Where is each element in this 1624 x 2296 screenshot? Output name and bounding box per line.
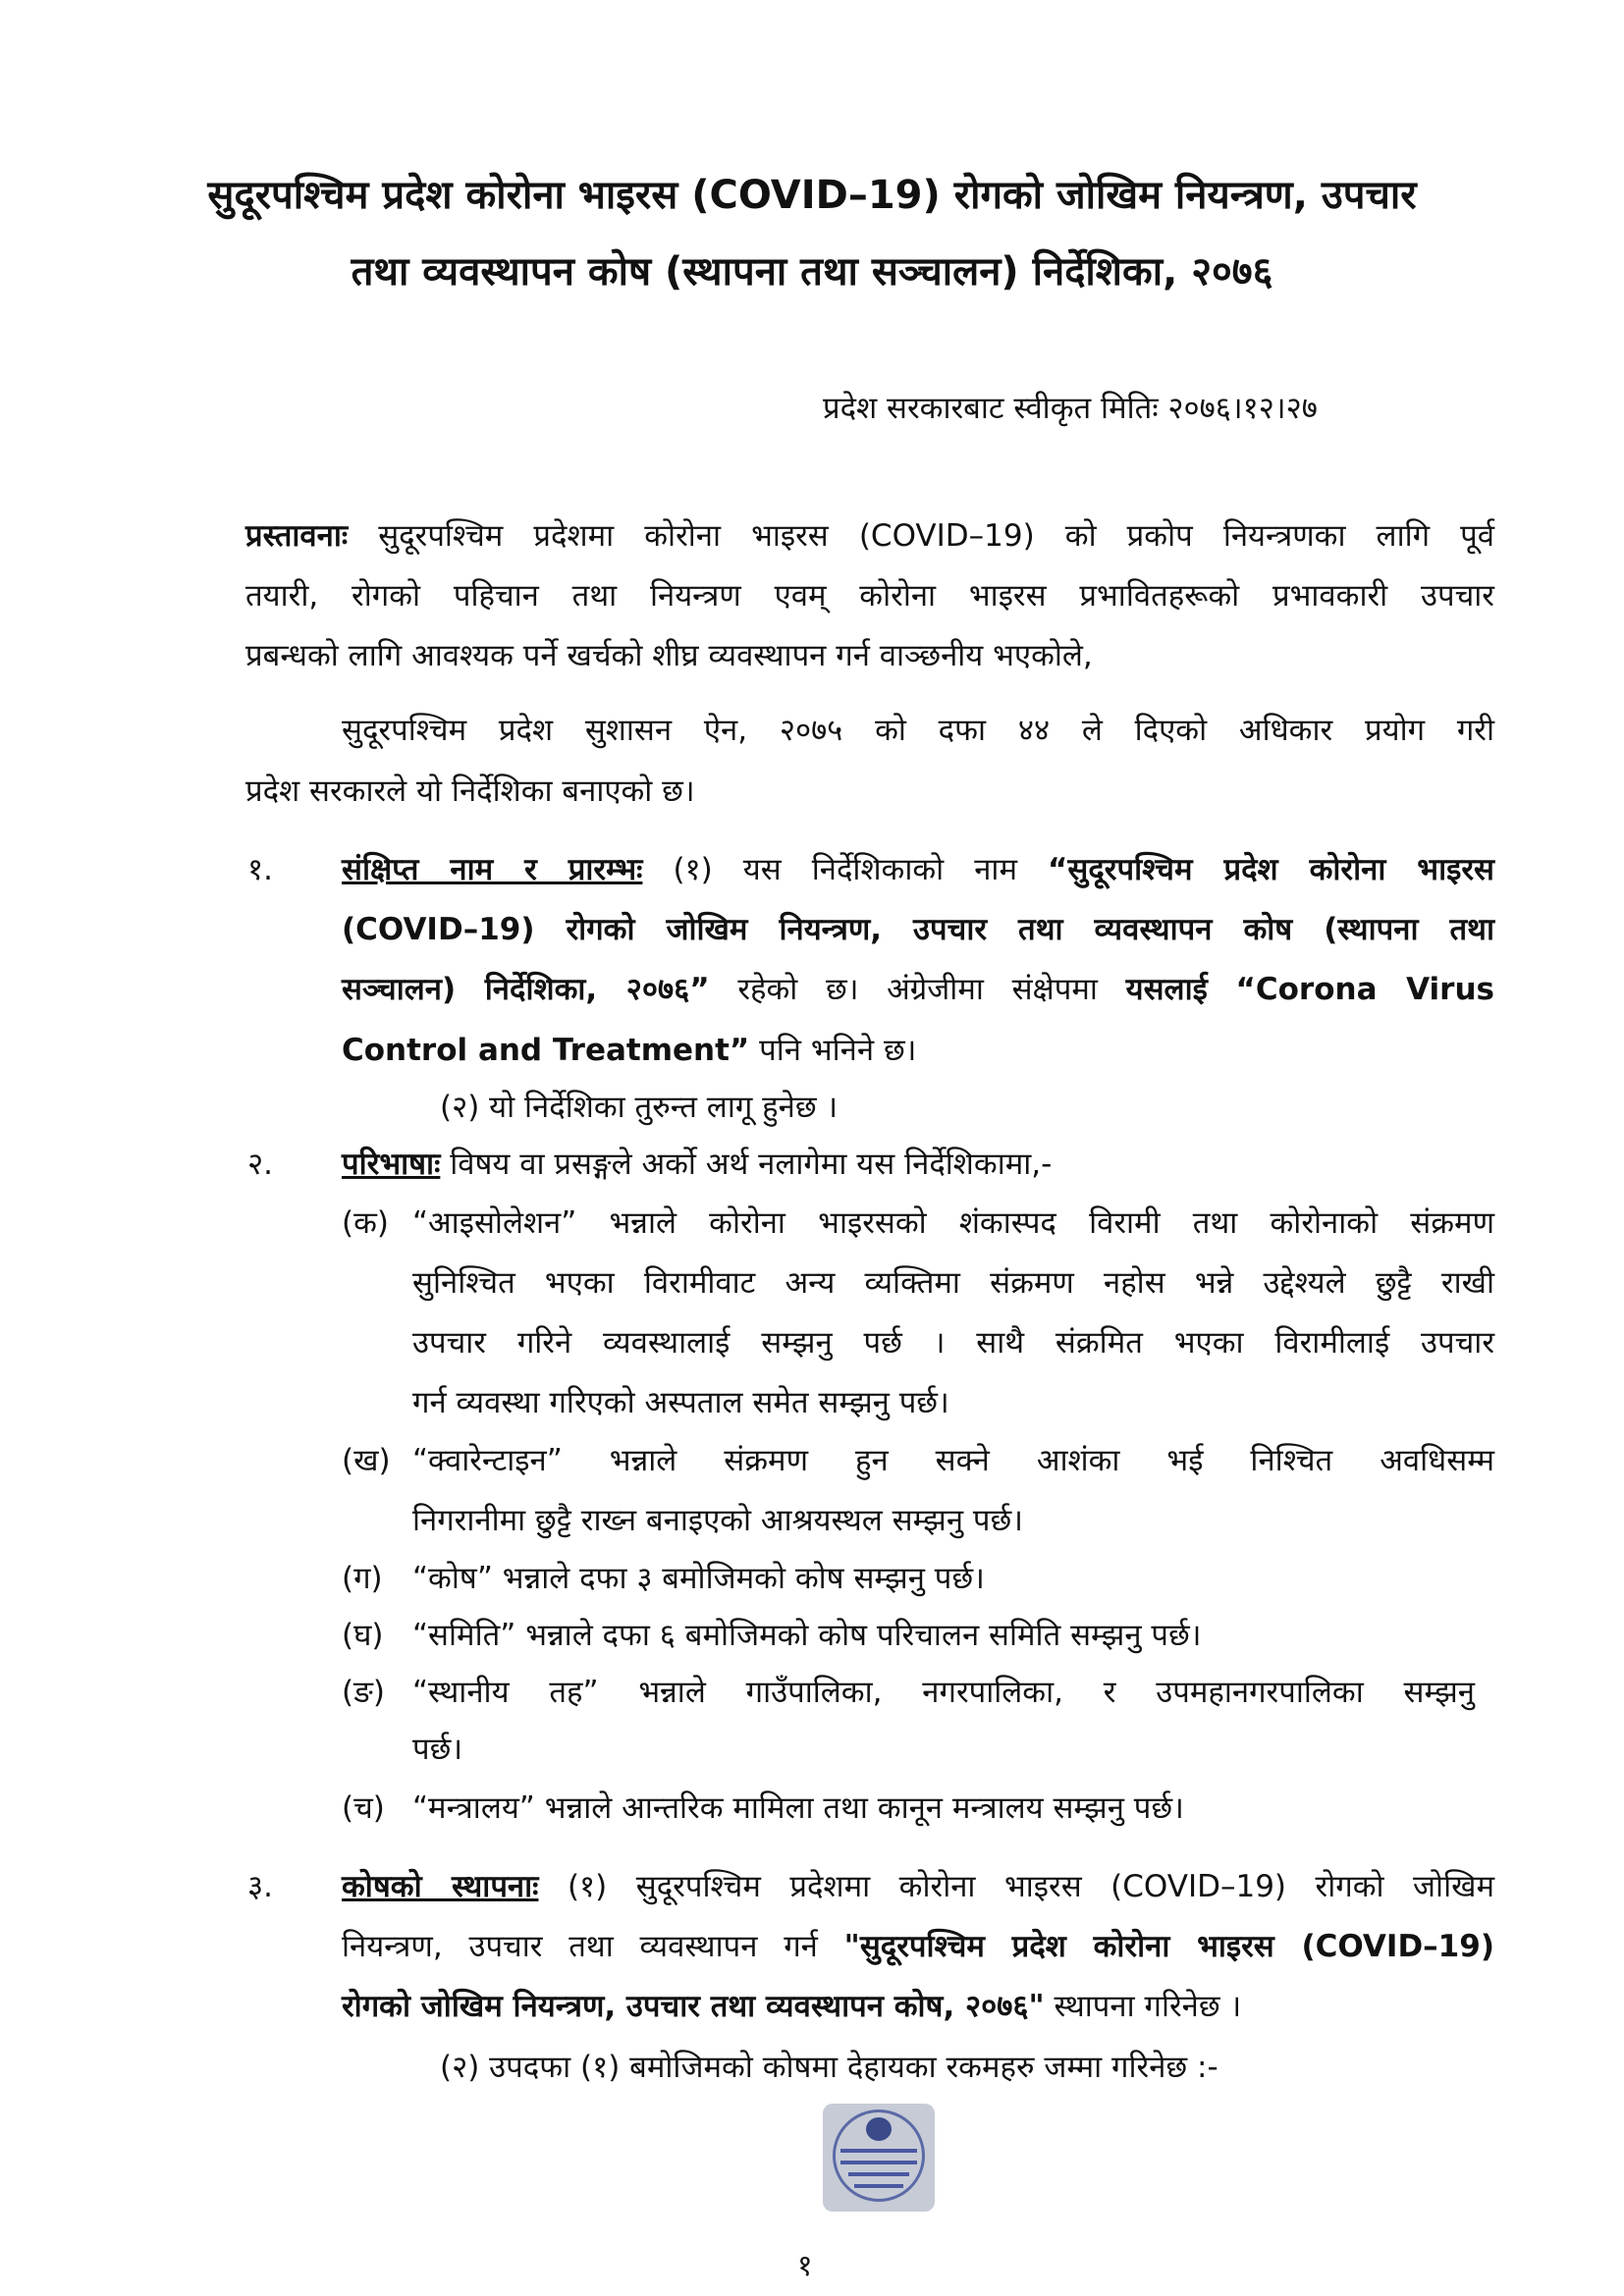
section3-number: ३. xyxy=(247,1869,273,1904)
def-ka-line4: गर्न व्यवस्था गरिएको अस्पताल समेत सम्झनु पर्छ। xyxy=(412,1385,949,1420)
section2-line1 xyxy=(342,1145,1052,1184)
seal-text-mark xyxy=(840,2149,917,2153)
section1-name-bold3: सञ्चालन) निर्देशिका, २०७६” xyxy=(342,972,710,1007)
section3-fund-name2: रोगको जोखिम नियन्त्रण, उपचार तथा व्यवस्थापन कोष, २०७६" xyxy=(342,1989,1045,2024)
authority-line2: प्रदेश सरकारले यो निर्देशिका बनाएको छ। xyxy=(245,774,695,809)
section1-line2: (COVID–19) रोगको जोखिम नियन्त्रण, उपचार तथा व्यवस्थापन कोष (स्थापना तथा xyxy=(342,912,1494,947)
def-ga-line1: “कोष” भन्नाले दफा ३ बमोजिमको कोष सम्झनु पर्छ। xyxy=(412,1561,985,1596)
seal-text-mark xyxy=(848,2172,909,2176)
section3-fund-name1: "सुदूरपश्चिम प्रदेश कोरोना भाइरस (COVID–19) xyxy=(843,1929,1494,1964)
section1-line4 xyxy=(342,1031,916,1070)
section3-sub2: (२) उपदफा (१) बमोजिमको कोषमा देहायका रकमहरु जम्मा गरिनेछ :- xyxy=(440,2050,1218,2085)
section1-text3: रहेको छ। अंग्रेजीमा संक्षेपमा xyxy=(737,972,1098,1007)
seal-text-mark xyxy=(840,2161,917,2164)
def-ka-line2: सुनिश्चित भएका विरामीवाट अन्य व्यक्तिमा संक्रमण नहोस भन्ने उद्देश्यले छुट्टै राखी xyxy=(412,1265,1494,1301)
section3-text1: (१) सुदूरपश्चिम प्रदेशमा कोरोना भाइरस (COVID–19) रोगको जोखिम xyxy=(567,1869,1495,1904)
section1-english-name1: “Corona Virus xyxy=(1235,972,1494,1007)
section2-heading: परिभाषाः xyxy=(342,1147,441,1182)
def-gha-label: (घ) xyxy=(342,1618,384,1653)
section1-text1: (१) यस निर्देशिकाको नाम xyxy=(673,852,1017,887)
document-title-line2: तथा व्यवस्थापन कोष (स्थापना तथा सञ्चालन) निर्देशिका, २०७६ xyxy=(351,249,1273,294)
section3-text2: नियन्त्रण, उपचार तथा व्यवस्थापन गर्न xyxy=(342,1929,818,1964)
def-kha-label: (ख) xyxy=(342,1443,391,1478)
section1-yaslai: यसलाई xyxy=(1125,972,1208,1007)
preamble-line1 xyxy=(245,516,1494,556)
def-kha-line1: “क्वारेन्टाइन” भन्नाले संक्रमण हुन सक्ने आशंका भई निश्चित अवधिसम्म xyxy=(412,1443,1494,1478)
def-ka-label: (क) xyxy=(342,1205,389,1241)
section1-text4: पनि भनिने छ। xyxy=(759,1033,917,1068)
def-nga-label: (ङ) xyxy=(342,1675,385,1710)
section3-heading: कोषको स्थापनाः xyxy=(342,1869,539,1904)
preamble-label: प्रस्तावनाः xyxy=(245,518,349,554)
section1-sub2: (२) यो निर्देशिका तुरुन्त लागू हुनेछ । xyxy=(440,1090,839,1125)
section3-line3 xyxy=(342,1987,1241,2026)
preamble-text1: सुदूरपश्चिम प्रदेशमा कोरोना भाइरस (COVID–19) को प्रकोप नियन्त्रणका लागि पूर्व xyxy=(378,518,1494,554)
section3-text3: स्थापना गरिनेछ । xyxy=(1054,1989,1242,2024)
section1-line3 xyxy=(342,970,1494,1009)
preamble-line3: प्रबन्धको लागि आवश्यक पर्ने खर्चको शीघ्र व्यवस्थापन गर्न वाञ्छनीय भएकोले, xyxy=(245,638,1093,673)
official-seal-stamp xyxy=(823,2104,935,2212)
approval-date: प्रदेश सरकारबाट स्वीकृत मितिः २०७६।१२।२७ xyxy=(823,391,1318,426)
section1-name-bold1: “सुदूरपश्चिम प्रदेश कोरोना भाइरस xyxy=(1048,852,1494,887)
section1-heading: संक्षिप्त नाम र प्रारम्भः xyxy=(342,852,643,887)
def-nga-line2: पर्छ। xyxy=(412,1732,463,1767)
section3-line2 xyxy=(342,1927,1494,1966)
section2-intro: विषय वा प्रसङ्गले अर्को अर्थ नलागेमा यस निर्देशिकामा,- xyxy=(450,1147,1053,1182)
def-kha-line2: निगरानीमा छुट्टै राख्न बनाइएको आश्रयस्थल सम्झनु पर्छ। xyxy=(412,1503,1024,1538)
section1-english-name2: Control and Treatment” xyxy=(342,1033,750,1068)
def-gha-line1: “समिति” भन्नाले दफा ६ बमोजिमको कोष परिचालन समिति सम्झनु पर्छ। xyxy=(412,1618,1202,1653)
def-nga-line1: “स्थानीय तह” भन्नाले गाउँपालिका, नगरपालिका, र उपमहानगरपालिका सम्झनु xyxy=(412,1675,1475,1710)
section2-number: २. xyxy=(247,1147,273,1182)
def-ga-label: (ग) xyxy=(342,1561,383,1596)
section3-line1 xyxy=(342,1867,1494,1906)
def-cha-label: (च) xyxy=(342,1790,385,1826)
document-title-line1: सुदूरपश्चिम प्रदेश कोरोना भाइरस (COVID–19) रोगको जोखिम नियन्त्रण, उपचार xyxy=(207,173,1417,218)
def-ka-line1: “आइसोलेशन” भन्नाले कोरोना भाइरसको शंकास्पद विरामी तथा कोरोनाको संक्रमण xyxy=(412,1205,1494,1241)
def-ka-line3: उपचार गरिने व्यवस्थालाई सम्झनु पर्छ । साथै संक्रमित भएका विरामीलाई उपचार xyxy=(412,1325,1494,1361)
authority-line1: सुदूरपश्चिम प्रदेश सुशासन ऐन, २०७५ को दफा ४४ ले दिएको अधिकार प्रयोग गरी xyxy=(342,713,1494,748)
seal-emblem-icon xyxy=(866,2117,892,2141)
def-cha-line1: “मन्त्रालय” भन्नाले आन्तरिक मामिला तथा कानून मन्त्रालय सम्झनु पर्छ। xyxy=(412,1790,1184,1826)
seal-text-mark xyxy=(854,2184,903,2188)
section1-line1 xyxy=(342,850,1494,889)
section1-number: १. xyxy=(247,852,273,887)
preamble-line2: तयारी, रोगको पहिचान तथा नियन्त्रण एवम् कोरोना भाइरस प्रभावितहरूको प्रभावकारी उपचार xyxy=(245,578,1494,614)
page-number: १ xyxy=(797,2249,813,2283)
